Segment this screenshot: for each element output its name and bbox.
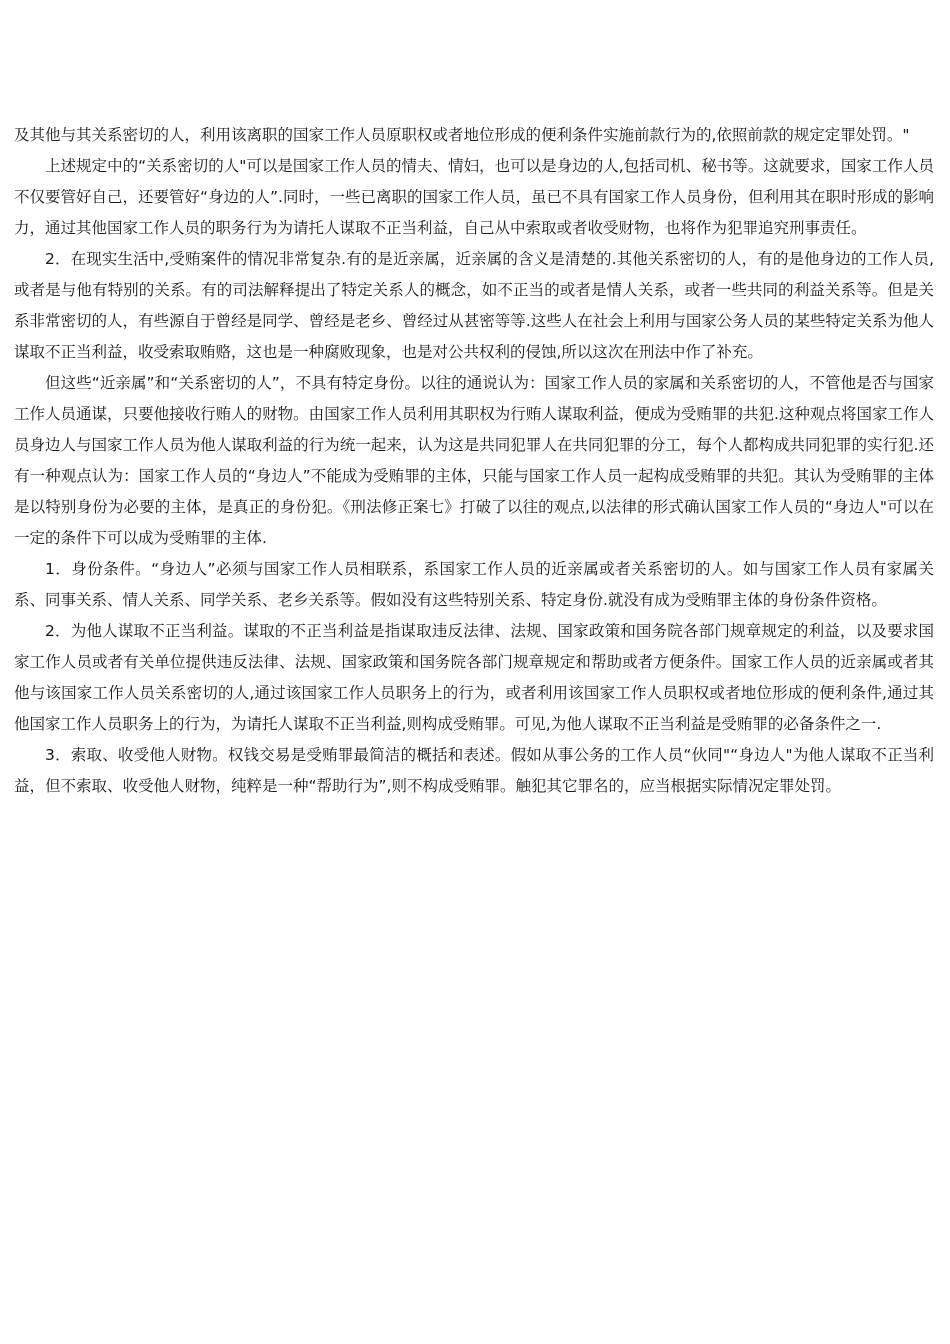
paragraph-condition-1-identity: 1．身份条件。“身边人”必须与国家工作人员相联系，系国家工作人员的近亲属或者关系密切的人。如与国家工作人员有家属关系、同事关系、情人关系、同学关系、老乡关系等。假如没有这些特别关系、特定身份.就没有成为受贿罪主体的身份条件资格。	[14, 560, 934, 609]
paragraph-identity-theory: 但这些“近亲属”和“关系密切的人”，不具有特定身份。以往的通说认为：国家工作人员的家属和关系密切的人，不管他是否与国家工作人员通谋，只要他接收行贿人的财物。由国家工作人员利用其职权为行贿人谋取利益，便成为受贿罪的共犯.这种观点将国家工作人员身边人与国家工作人员为他人谋取利益的行为统一起来，认为这是共同犯罪人在共同犯罪的分工，每个人都构成共同犯罪的实行犯.还有一种观点认为：国家工作人员的“身边人”不能成为受贿罪的主体，只能与国家工作人员一起构成受贿罪的共犯。其认为受贿罪的主体是以特别身份为必要的主体，是真正的身份犯。《刑法修正案七》打破了以往的观点,以法律的形式确认国家工作人员的“身边人"可以在一定的条件下可以成为受贿罪的主体.	[14, 374, 934, 547]
paragraph-condition-2-improper-benefit: 2．为他人谋取不正当利益。谋取的不正当利益是指谋取违反法律、法规、国家政策和国务院各部门规章规定的利益，以及要求国家工作人员或者有关单位提供违反法律、法规、国家政策和国务院各部门规章规定和帮助或者方便条件。国家工作人员的近亲属或者其他与该国家工作人员关系密切的人,通过该国家工作人员职务上的行为，或者利用该国家工作人员职权或者地位形成的便利条件,通过其他国家工作人员职务上的行为，为请托人谋取不正当利益,则构成受贿罪。可见,为他人谋取不正当利益是受贿罪的必备条件之一.	[14, 622, 934, 733]
paragraph-continuation: 及其他与其关系密切的人，利用该离职的国家工作人员原职权或者地位形成的便利条件实施前款行为的,依照前款的规定定罪处罚。"	[14, 126, 910, 144]
paragraph-close-relations: 上述规定中的“关系密切的人"可以是国家工作人员的情夫、情妇，也可以是身边的人,包括司机、秘书等。这就要求，国家工作人员不仅要管好自己，还要管好“身边的人”.同时，一些已离职的国家工作人员，虽已不具有国家工作人员身份，但利用其在职时形成的影响力，通过其他国家工作人员的职务行为为请托人谋取不正当利益，自己从中索取或者收受财物，也将作为犯罪追究刑事责任。	[14, 157, 934, 237]
paragraph-condition-3-property: 3．索取、收受他人财物。权钱交易是受贿罪最简洁的概括和表述。假如从事公务的工作人员“伙同"“身边人"为他人谋取不正当利益，但不索取、收受他人财物，纯粹是一种“帮助行为”,则不构成受贿罪。触犯其它罪名的，应当根据实际情况定罪处罚。	[14, 746, 934, 795]
paragraph-point-2-reality: 2．在现实生活中,受贿案件的情况非常复杂.有的是近亲属，近亲属的含义是清楚的.其他关系密切的人，有的是他身边的工作人员,或者是与他有特别的关系。有的司法解释提出了特定关系人的概念，如不正当的或者是情人关系，或者一些共同的利益关系等。但是关系非常密切的人，有些源自于曾经是同学、曾经是老乡、曾经过从甚密等等.这些人在社会上利用与国家公务人员的某些特定关系为他人谋取不正当利益，收受索取贿赂，这也是一种腐败现象，也是对公共权利的侵蚀,所以这次在刑法中作了补充。	[14, 250, 934, 361]
document-page	[14, 120, 934, 802]
